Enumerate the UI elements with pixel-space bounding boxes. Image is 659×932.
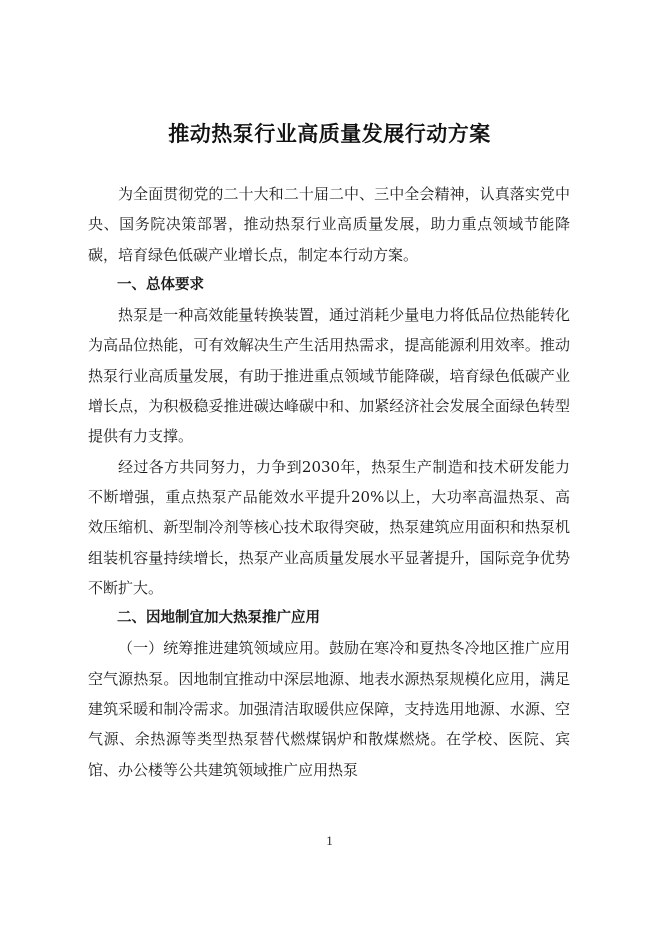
paragraph-intro: 为全面贯彻党的二十大和二十届二中、三中全会精神，认真落实党中央、国务院决策部署，推动热泵行业高质量发展，助力重点领域节能降碳，培育绿色低碳产业增长点，制定本行动方案。 [88,185,570,264]
paragraph-heat-pump-definition: 热泵是一种高效能量转换装置，通过消耗少量电力将低品位热能转化为高品位热能，可有效解决生产生活用热需求，提高能源利用效率。推动热泵行业高质量发展，有助于推进重点领域节能降碳，培育绿色低碳产业增长点，为积极稳妥推进碳达峰碳中和、加紧经济社会发展全面绿色转型提供有力支撑。 [88,306,570,446]
paragraph-2030-goals: 经过各方共同努力，力争到2030年，热泵生产制造和技术研发能力不断增强，重点热泵产品能效水平提升20%以上，大功率高温热泵、高效压缩机、新型制冷剂等核心技术取得突破，热泵建筑应用面积和热泵机组装机容量持续增长，热泵产业高质量发展水平显著提升，国际竞争优势不断扩大。 [88,457,570,597]
document-body [88,179,570,785]
document-title: 推动热泵行业高质量发展行动方案 [168,121,491,146]
section-heading-general-requirements: 一、总体要求 [117,276,204,293]
section-heading-promotion: 二、因地制宜加大热泵推广应用 [117,610,320,627]
paragraph-building-application: （一）统筹推进建筑领域应用。鼓励在寒冷和夏热冬冷地区推广应用空气源热泵。因地制宜推动中深层地源、地表水源热泵规模化应用，满足建筑采暖和制冷需求。加强清洁取暖供应保障，支持选用地源、水源、空气源、余热源等类型热泵替代燃煤锅炉和散煤燃烧。在学校、医院、宾馆、办公楼等公共建筑领域推广应用热泵 [88,639,570,779]
page-number: 1 [326,833,333,848]
